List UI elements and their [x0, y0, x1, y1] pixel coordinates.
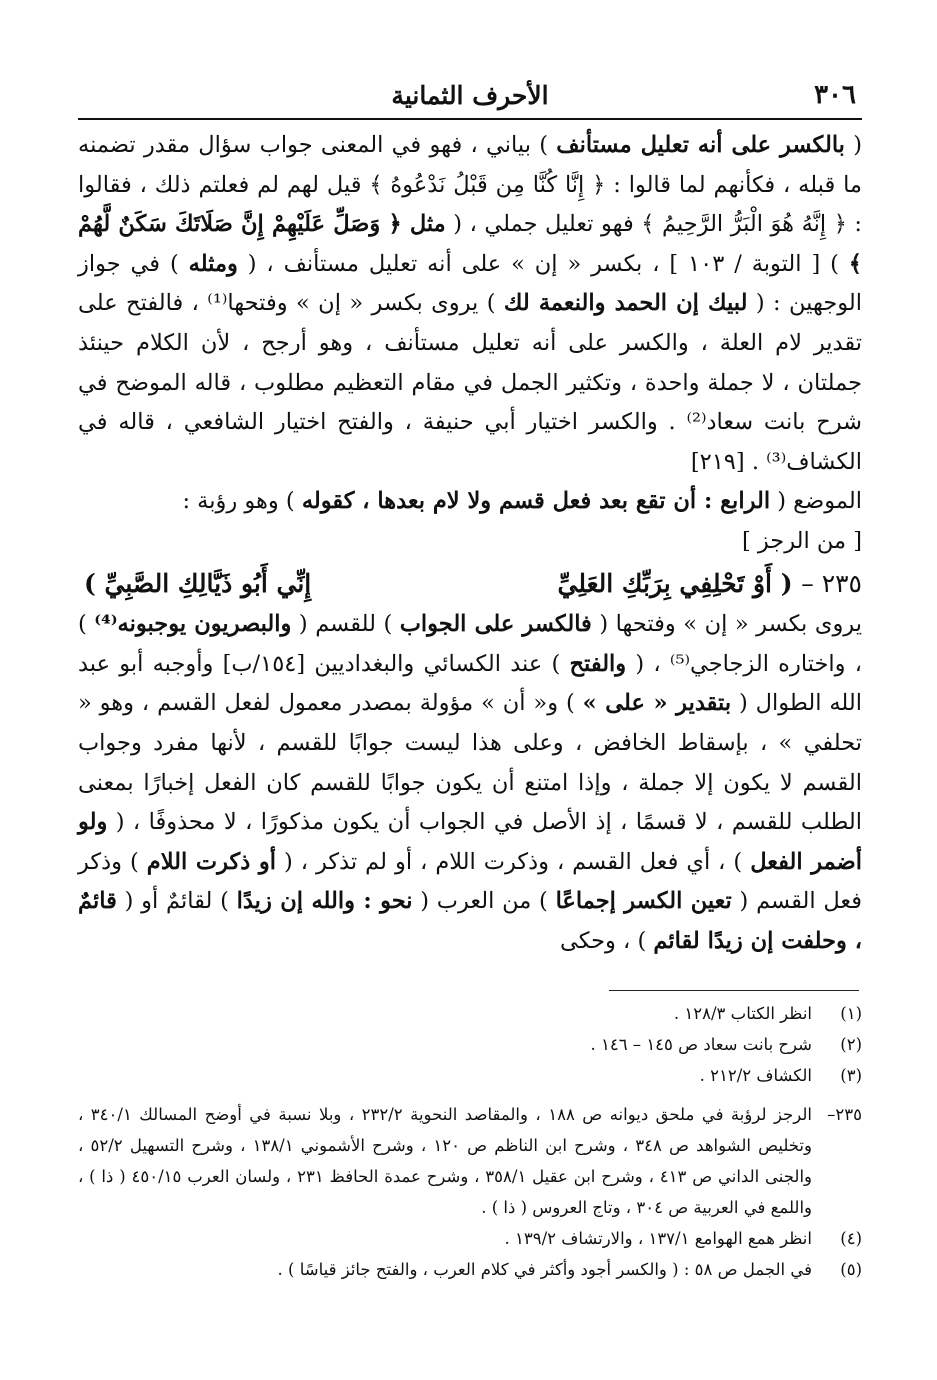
text-run: ) و« أن » مؤولة بمصدر معمول لفعل القسم ، وهو « تحلفي » ، بإسقاط الخافض ، وعلى هذا ليست جوابًا للقسم ، لأنها مفرد وجواب القسم لا يكون إلا جملة ، وإذا امتنع أن يكون جوابًا للقسم كان الفعل إخبارًا بمعنى الطلب للقسم ، لا قسمًا ، إذ الأصل في الجواب أن يكون مذكورًا ، لا محذوفًا ، ( [78, 690, 862, 836]
footnotes [78, 998, 862, 1285]
main-text [78, 126, 862, 961]
footnote-text: الرجز لرؤبة في ملحق ديوانه ص ١٨٨ ، والمقاصد النحوية ٢٣٢/٢ ، وبلا نسبة في أوضح المسالك ٣٤٠/١ ، وتخليص الشواهد ص ٣٤٨ ، وشرح ابن الناظم ص ١٢٠ ، وشرح الأشموني ١٣٨/١ ، وشرح التسهيل ٥٢/٢ ، والجنى الداني ص ٤١٣ ، وشرح ابن عقيل ٣٥٨/١ ، وشرح عمدة الحافظ ٢٣١ ، ولسان العرب ٤٥٠/١٥ ( ذا ) ، واللمع في العربية ص ٣٠٤ ، وتاج العروس ( ذا ) . [78, 1105, 812, 1217]
text-run: ) في جواز الوجهين : ( [78, 250, 862, 317]
text-run: ( [844, 132, 862, 158]
text-run: ) بياني ، فهو في المعنى جواب سؤال مقدر تضمنه ما قبله ، فكأنهم لما قالوا : ﴿ إِنَّا كُنَّا مِن قَبْلُ نَدْعُوهُ ﴾ قيل لهم لم فعلتم ذلك ، فقالوا : ﴿ إِنَّهُ هُوَ الْبَرُّ الرَّحِيمُ ﴾ فهو تعليل جملي ، ( [78, 132, 862, 238]
footnote-text: في الجمل ص ٥٨ : ( والكسر أجود وأكثر في كلام العرب ، والفتح جائز قياسًا ) . [277, 1260, 812, 1279]
text-run: ) للقسم ( [291, 611, 400, 638]
text-run: ) ، وحكى [559, 927, 654, 954]
footnote-text: الكشاف ٢١٢/٢ . [699, 1066, 812, 1085]
footnote-item [78, 1223, 862, 1254]
bold-phrase: أو ذكرت اللام [146, 848, 276, 875]
bold-phrase: نحو : والله إن زيدًا [236, 888, 413, 915]
paragraph-1 [78, 126, 862, 482]
text-run: ) ، واختاره الزجاجي⁽⁵⁾ ، ( [78, 611, 862, 677]
bold-phrase: ومثله [188, 250, 238, 277]
verse-first-text: ( أَوْ تَحْلِفِي بِرَبِّكِ العَلِيِّ [557, 568, 793, 598]
footnote-text: انظر الكتاب ١٢٨/٣ . [673, 1004, 812, 1023]
text-run: ) يروى بكسر « إن » وفتحها⁽¹⁾ ، فالفتح على تقدير لام العلة ، والكسر على أنه تعليل مستأنف ، وهو أرجح ، لأن الكلام حينئذ جملتان ، لا جملة واحدة ، وتكثير الجمل في مقام التعظيم مطلوب ، قاله الموضح في شرح بانت سعاد⁽²⁾ . والكسر اختيار أبي حنيفة ، والفتح اختيار الشافعي ، قاله في الكشاف⁽³⁾ . [٢١٩] [78, 290, 862, 475]
verse-number: ٢٣٥ – [801, 568, 862, 598]
paragraph-3 [78, 605, 862, 961]
footnote-marker: (٣) [840, 1066, 862, 1085]
verse-second-hemistich: إِنِّي أَبُو ذَيَّالِكِ الصَّبِيِّ ) [84, 568, 312, 598]
bold-phrase: قائمٌ ، وحلفت إن زيدًا لقائم [78, 888, 862, 954]
text-run: ) لقائمٌ أو ( [116, 888, 237, 915]
running-title: الأحرف الثمانية [391, 81, 549, 110]
paragraph-2 [78, 482, 862, 522]
bold-phrase: والبصريون يوجبونه⁽⁴⁾ [94, 611, 292, 638]
footnote-marker: (٥) [840, 1260, 862, 1279]
footnote-marker: ٢٣٥– [827, 1105, 862, 1124]
bold-phrase: مثل ﴿ وَصَلِّ عَلَيْهِمْ إِنَّ صَلَاتَكَ سَكَنٌ لَّهُمْ ﴾ [78, 211, 862, 277]
footnote-item [78, 1099, 862, 1223]
footnote-marker: (٢) [840, 1035, 862, 1054]
footnote-gap [78, 1091, 862, 1099]
poetry-verse [78, 564, 862, 604]
footnote-item [78, 1254, 862, 1285]
text-run: يروى بكسر « إن » وفتحها ( [591, 611, 862, 638]
page-header [78, 74, 862, 120]
footnote-text: شرح بانت سعاد ص ١٤٥ – ١٤٦ . [590, 1035, 812, 1054]
bold-phrase: لبيك إن الحمد والنعمة لك [503, 290, 748, 317]
footnote-marker: (٤) [840, 1229, 862, 1248]
poem-meter: [ من الرجز ] [741, 527, 862, 554]
bold-phrase: فالكسر على الجواب [399, 611, 592, 638]
verse-first-hemistich [557, 564, 862, 604]
text-run: ) وهو رؤبة : [182, 488, 302, 515]
bold-phrase: تعين الكسر إجماعًا [555, 888, 732, 915]
text-run: ) وذكر فعل القسم ( [78, 848, 863, 915]
footnote-separator [609, 990, 859, 991]
bold-phrase: والفتح [569, 650, 627, 677]
footnote-text: انظر همع الهوامع ١٣٧/١ ، والارتشاف ١٣٩/٢ . [504, 1229, 812, 1248]
text-run: ) من العرب ( [412, 888, 556, 915]
footnote-item [78, 998, 862, 1029]
bold-phrase: الرابع : أن تقع بعد فعل قسم ولا لام بعدها ، كقوله [301, 488, 771, 515]
bold-phrase: بتقدير « على » [582, 690, 732, 717]
page-number: ٣٠٦ [814, 80, 856, 110]
text-run: الموضع ( [770, 488, 862, 515]
text-run: ) [ التوبة / ١٠٣ ] ، بكسر « إن » على أنه تعليل مستأنف ، ( [237, 250, 849, 277]
footnote-marker: (١) [840, 1004, 862, 1023]
bold-phrase: ولو أضمر الفعل [78, 809, 863, 875]
footnote-item [78, 1060, 862, 1091]
text-run: ) ، أي فعل القسم ، وذكرت اللام ، أو لم تذكر ، ( [276, 848, 751, 875]
text-run: ) عند الكسائي والبغداديين [١٥٤/ب] وأوجبه أبو عبد الله الطوال ( [78, 650, 862, 717]
footnote-item [78, 1029, 862, 1060]
bold-phrase: بالكسر على أنه تعليل مستأنف [556, 132, 845, 158]
